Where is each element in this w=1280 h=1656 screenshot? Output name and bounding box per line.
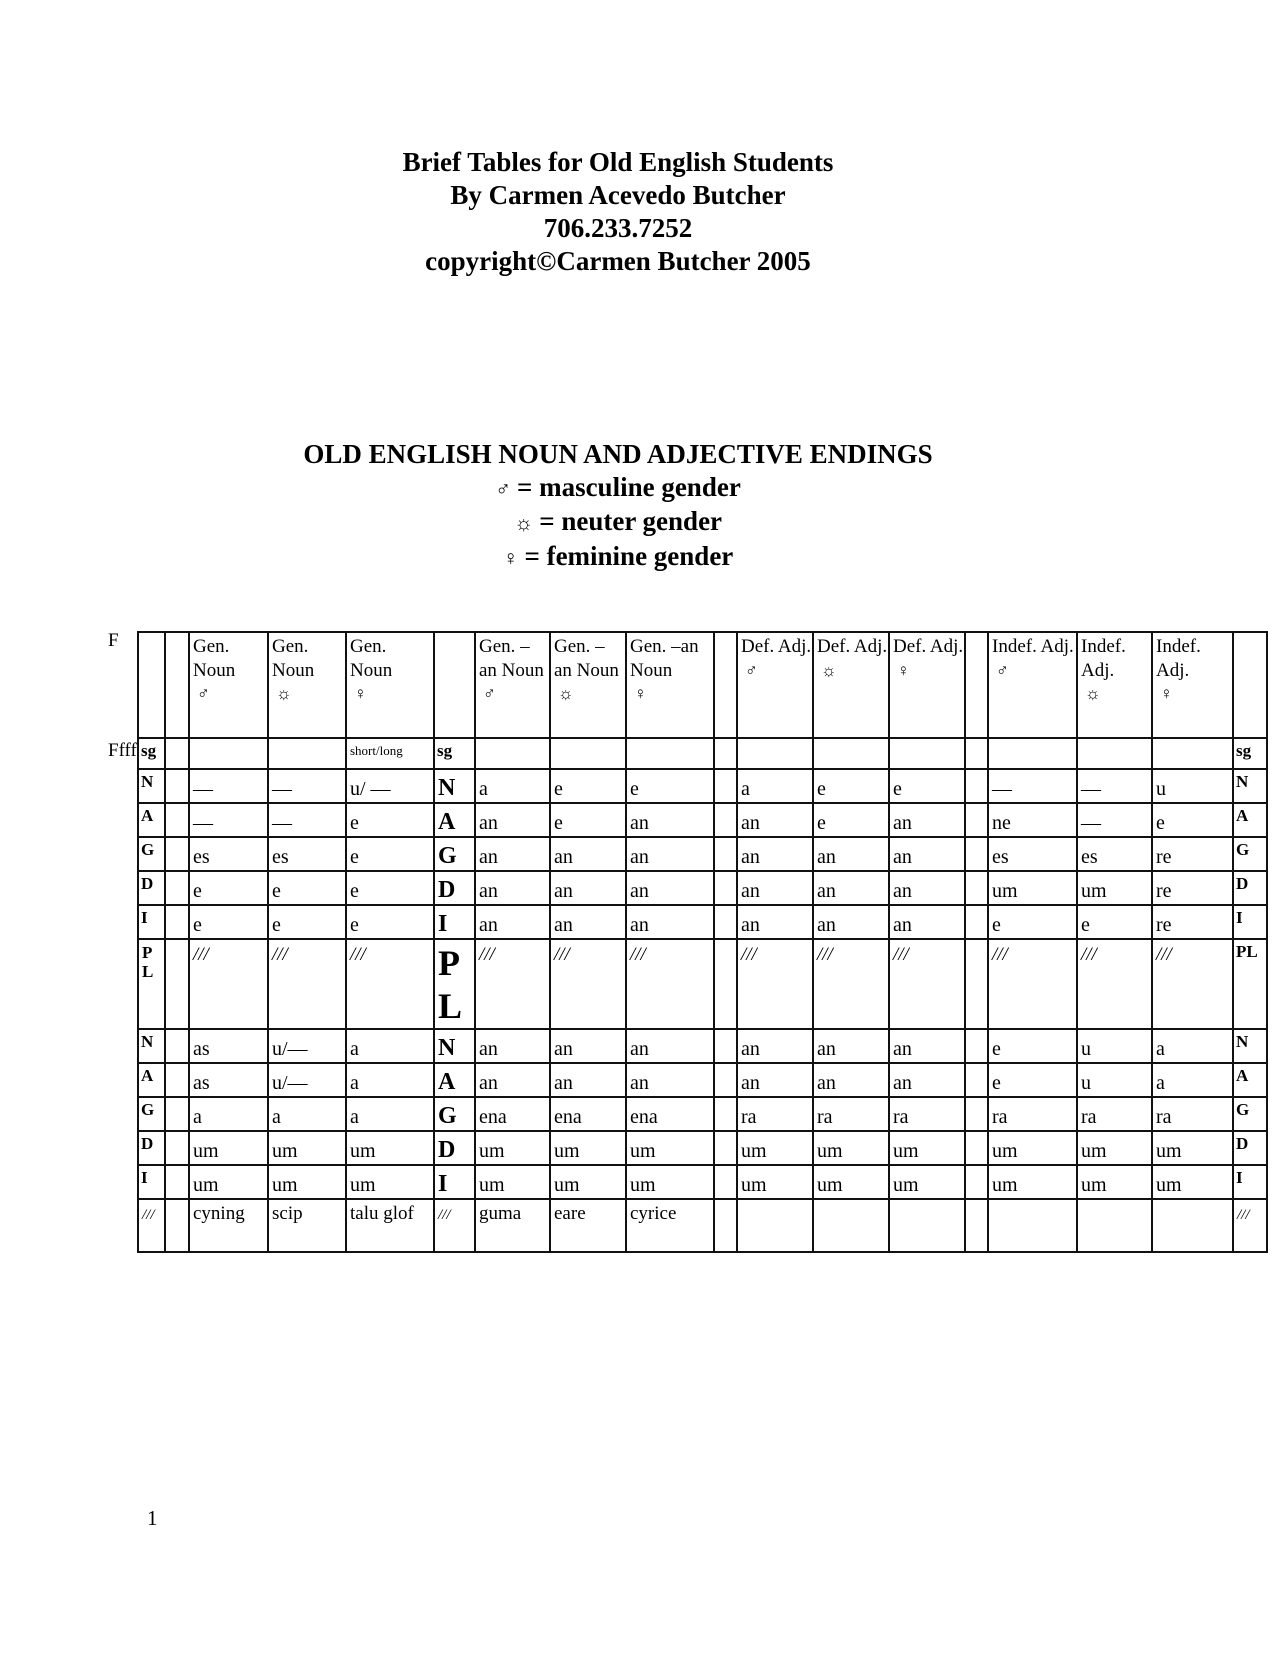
header-noun-masculine: Gen. Noun ♂ xyxy=(189,632,268,738)
header-an-noun-feminine: Gen. –an Noun ♀ xyxy=(626,632,714,738)
margin-label-f: F xyxy=(108,630,119,651)
sg-label-mid: sg xyxy=(434,738,475,769)
female-symbol-icon: ♀ xyxy=(502,545,519,570)
plural-label-row: P L /// /// /// P L /// /// /// /// /// /// /// /// /// PL xyxy=(138,939,1267,1029)
header-an-noun-masculine: Gen. – an Noun ♂ xyxy=(475,632,550,738)
legend-feminine: ♀ = feminine gender xyxy=(502,540,734,571)
table-row: I e e e I an an an an an an e e re I xyxy=(138,905,1267,939)
header-row xyxy=(138,632,1267,738)
header-an-noun-neuter: Gen. – an Noun ☼ xyxy=(550,632,626,738)
example-word: cyning xyxy=(189,1199,268,1252)
header-indef-adj-masculine: Indef. Adj. ♂ xyxy=(988,632,1077,738)
male-symbol-icon: ♂ xyxy=(745,660,758,680)
table-row: G a a a G ena ena ena ra ra ra ra ra ra G xyxy=(138,1097,1267,1131)
examples-row: /// cyning scip talu glof /// guma eare cyrice /// xyxy=(138,1199,1267,1252)
header-noun-neuter: Gen. Noun ☼ xyxy=(268,632,346,738)
sg-label-right: sg xyxy=(1233,738,1267,769)
table-row: D e e e D an an an an an an um um re D xyxy=(138,871,1267,905)
sun-symbol-icon: ☼ xyxy=(513,511,534,535)
sun-symbol-icon: ☼ xyxy=(1085,684,1101,703)
margin-label-ffff: Ffff xyxy=(108,740,137,761)
female-symbol-icon: ♀ xyxy=(354,684,367,703)
header-indef-adj-neuter: Indef. Adj. ☼ xyxy=(1077,632,1152,738)
page-number: 1 xyxy=(147,1506,158,1530)
male-symbol-icon: ♂ xyxy=(197,684,210,703)
table-row: N — — u/ — N a e e a e e — — u N xyxy=(138,769,1267,803)
header-def-adj-neuter: Def. Adj. ☼ xyxy=(813,632,889,738)
pl-label-left: P L xyxy=(138,939,165,1029)
sg-label: sg xyxy=(138,738,165,769)
document-copyright: copyright©Carmen Butcher 2005 xyxy=(425,246,811,276)
example-word: scip xyxy=(268,1199,346,1252)
section-heading: OLD ENGLISH NOUN AND ADJECTIVE ENDINGS xyxy=(303,439,933,469)
sun-symbol-icon: ☼ xyxy=(821,660,837,680)
pl-label-mid: P L xyxy=(434,939,475,1029)
male-symbol-icon: ♂ xyxy=(996,660,1009,680)
table-row: G es es e G an an an an an an es es re G xyxy=(138,837,1267,871)
table-row: A as u/— a A an an an an an an e u a A xyxy=(138,1063,1267,1097)
table-row: D um um um D um um um um um um um um um D xyxy=(138,1131,1267,1165)
example-word: guma xyxy=(475,1199,550,1252)
document-title-block xyxy=(0,146,1236,278)
example-word: eare xyxy=(550,1199,626,1252)
singular-label-row xyxy=(138,738,1267,769)
section-heading-block xyxy=(0,438,1236,574)
female-symbol-icon: ♀ xyxy=(634,684,647,703)
male-symbol-icon: ♂ xyxy=(483,684,496,703)
sun-symbol-icon: ☼ xyxy=(558,684,574,703)
sun-symbol-icon: ☼ xyxy=(276,684,292,703)
table-row: N as u/— a N an an an an an an e u a N xyxy=(138,1029,1267,1063)
pl-label-right: PL xyxy=(1233,939,1267,1029)
legend-neuter: ☼ = neuter gender xyxy=(513,506,723,536)
header-def-adj-feminine: Def. Adj. ♀ xyxy=(889,632,965,738)
short-long-note: short/long xyxy=(346,738,434,769)
example-word: talu glof xyxy=(346,1199,434,1252)
table-row: A — — e A an e an an e an ne — e A xyxy=(138,803,1267,837)
document-phone: 706.233.7252 xyxy=(543,213,693,243)
male-symbol-icon: ♂ xyxy=(495,476,511,501)
table-row: I um um um I um um um um um um um um um I xyxy=(138,1165,1267,1199)
header-indef-adj-feminine: Indef. Adj. ♀ xyxy=(1152,632,1233,738)
header-noun-feminine: Gen. Noun ♀ xyxy=(346,632,434,738)
female-symbol-icon: ♀ xyxy=(1160,684,1173,703)
document-author: By Carmen Acevedo Butcher xyxy=(450,180,786,210)
legend-masculine: ♂ = masculine gender xyxy=(495,471,741,502)
endings-table xyxy=(137,631,1268,1253)
example-word: cyrice xyxy=(626,1199,714,1252)
document-title: Brief Tables for Old English Students xyxy=(402,147,834,177)
female-symbol-icon: ♀ xyxy=(897,660,910,680)
header-def-adj-masculine: Def. Adj. ♂ xyxy=(737,632,813,738)
